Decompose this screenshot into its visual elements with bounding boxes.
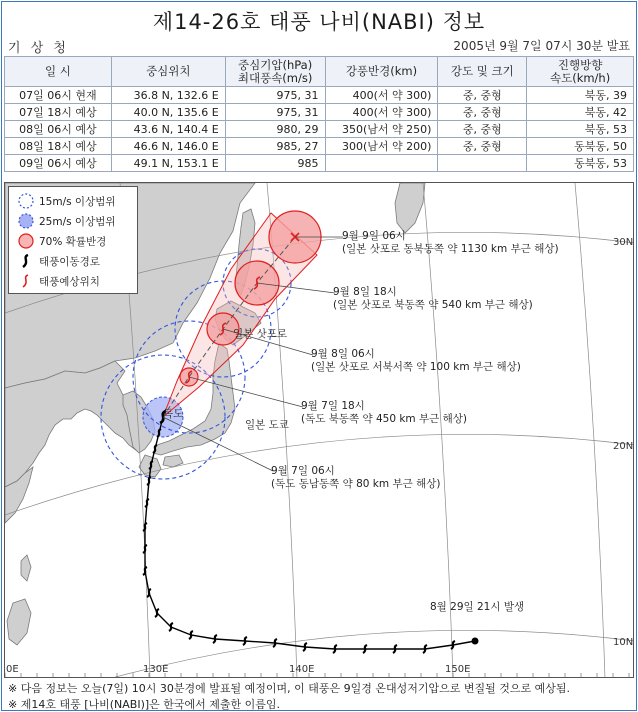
table-row (5, 138, 634, 155)
lat-label-10: 10N (613, 637, 634, 648)
legend-item-15ms: 15m/s 이상범위 (9, 191, 139, 209)
lon-label-130: 130E (143, 664, 169, 675)
map-legend (8, 186, 138, 294)
table-cell: 북동, 39 (527, 87, 634, 104)
genesis-dot (472, 638, 479, 645)
lon-label-140: 140E (289, 664, 315, 675)
lon-label-120: 0E (6, 664, 19, 675)
lat-label-20: 20N (613, 441, 634, 452)
table-cell: 975, 31 (225, 87, 325, 104)
label-forecast-0818: 9월 8일 18시 (일본 삿포로 북동쪽 약 540 km 부근 해상) (333, 286, 533, 311)
table-cell: 40.0 N, 135.6 E (111, 104, 225, 121)
table-cell: 975, 31 (225, 104, 325, 121)
table-header-row (5, 57, 634, 87)
header-direction: 진행방향 속도(km/h) (527, 57, 634, 87)
table-cell: 북동, 53 (527, 121, 634, 138)
label-forecast-0718: 9월 7일 18시 (독도 북동쪽 약 450 km 부근 해상) (301, 400, 467, 425)
table-cell (438, 155, 527, 172)
table-cell: 중, 중형 (438, 87, 527, 104)
table-row (5, 87, 634, 104)
label-dokdo: 독도 (163, 408, 184, 420)
table-cell: 300(남서 약 200) (325, 138, 438, 155)
table-cell: 980, 29 (225, 121, 325, 138)
table-cell: 동북동, 50 (527, 138, 634, 155)
table-cell: 49.1 N, 153.1 E (111, 155, 225, 172)
label-forecast-0806: 9월 8일 06시 (일본 삿포로 서북서쪽 약 100 km 부근 해상) (311, 348, 521, 373)
red-circle-icon (17, 233, 35, 249)
forecast-table (4, 56, 634, 172)
city-sapporo: 일본 삿포로 (233, 328, 288, 340)
table-cell: 985 (225, 155, 325, 172)
page-title: 제14-26호 태풍 나비(NABI) 정보 (152, 10, 486, 34)
note-next-bulletin: ※ 다음 정보는 오늘(7일) 10시 30분경에 발표될 예정이며, 이 태풍은 9일경 온대성저기압으로 변질될 것으로 예상됨. (8, 682, 571, 695)
dashed-blue-circle-icon (17, 193, 35, 209)
header-pressure: 중심기압(hPa) 최대풍속(m/s) (225, 57, 325, 87)
legend-item-25ms: 25m/s 이상범위 (9, 211, 139, 229)
table-cell: 동북동, 53 (527, 155, 634, 172)
typhoon-track-icon (17, 253, 35, 269)
table-cell: 08일 18시 예상 (5, 138, 112, 155)
table-cell: 43.6 N, 140.4 E (111, 121, 225, 138)
typhoon-forecast-icon (17, 273, 35, 289)
table-row (5, 155, 634, 172)
label-current-0706: 9월 7일 06시 (독도 동남동쪽 약 80 km 부근 해상) (271, 465, 441, 490)
issued-time: 2005년 9월 7일 07시 30분 발표 (453, 39, 630, 53)
table-cell: 09일 06시 예상 (5, 155, 112, 172)
legend-item-70pct: 70% 확률반경 (9, 231, 139, 249)
table-cell: 46.6 N, 146.0 E (111, 138, 225, 155)
table-cell: 400(서 약 300) (325, 104, 438, 121)
table-cell: 중, 중형 (438, 121, 527, 138)
header-intensity: 강도 및 크기 (438, 57, 527, 87)
table-row (5, 104, 634, 121)
table-cell: 985, 27 (225, 138, 325, 155)
lat-label-30: 30N (613, 237, 634, 248)
header-datetime: 일 시 (5, 57, 112, 87)
table-cell (325, 155, 438, 172)
note-name-origin: ※ 제14호 태풍 [나비(NABI)]은 한국에서 제출한 이름임. (8, 698, 281, 711)
table-cell: 36.8 N, 132.6 E (111, 87, 225, 104)
filled-blue-circle-icon (17, 213, 35, 229)
table-cell: 북동, 42 (527, 104, 634, 121)
table-cell: 중, 중형 (438, 104, 527, 121)
label-genesis: 8월 29일 21시 발생 (430, 601, 525, 613)
table-cell: 08일 06시 예상 (5, 121, 112, 138)
table-cell: 07일 06시 현재 (5, 87, 112, 104)
table-cell: 중, 중형 (438, 138, 527, 155)
agency-name: 기 상 청 (8, 41, 69, 56)
table-cell: 400(서 약 300) (325, 87, 438, 104)
header-center: 중심위치 (111, 57, 225, 87)
table-row (5, 121, 634, 138)
lon-label-150: 150E (445, 664, 471, 675)
header-wind-radius: 강풍반경(km) (325, 57, 438, 87)
label-forecast-0906: 9월 9일 06시 (일본 삿포로 동북동쪽 약 1130 km 부근 해상) (342, 230, 559, 255)
city-tokyo: 일본 도쿄 (245, 419, 289, 431)
legend-item-track: 태풍이동경로 (9, 251, 139, 269)
table-cell: 07일 18시 예상 (5, 104, 112, 121)
table-cell: 350(남서 약 250) (325, 121, 438, 138)
legend-item-forecast: 태풍예상위치 (9, 271, 139, 289)
